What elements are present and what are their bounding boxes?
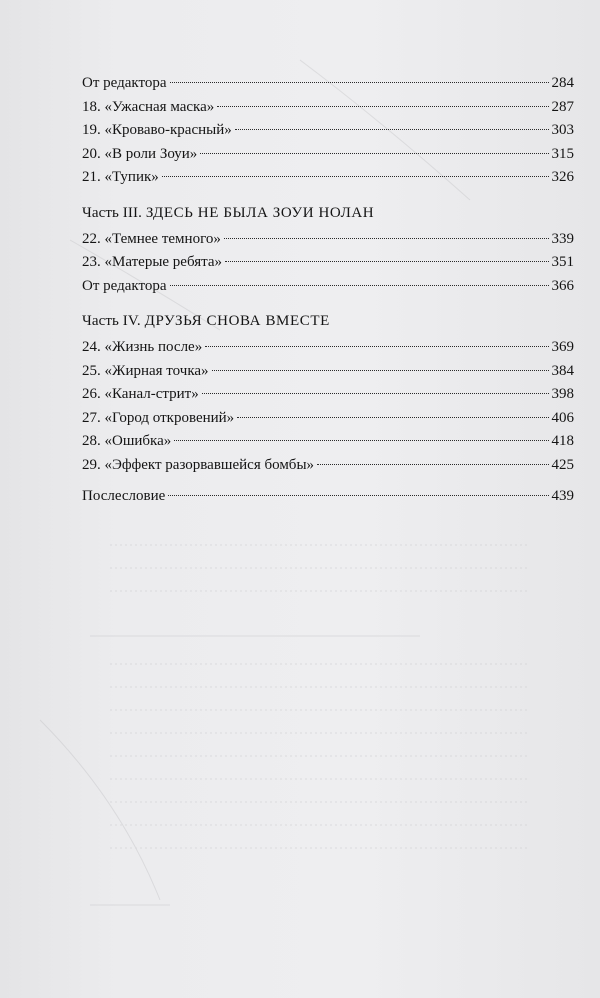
dot-leader — [168, 495, 548, 496]
dot-leader — [217, 106, 548, 107]
toc-entry-title: 28. «Ошибка» — [82, 433, 172, 449]
part-heading — [82, 202, 574, 224]
toc-entry — [82, 383, 574, 407]
toc-entry — [82, 251, 574, 275]
part-name: ЗДЕСЬ НЕ БЫЛА ЗОУИ НОЛАН — [145, 204, 375, 221]
toc-entry-title: 29. «Эффект разорвавшейся бомбы» — [82, 456, 315, 473]
toc-entry-title: 23. «Матерые ребята» — [82, 254, 223, 270]
part-label: Часть IV. — [82, 313, 141, 329]
dot-leader — [174, 440, 548, 441]
part-heading — [82, 310, 574, 332]
toc-entry — [82, 228, 574, 252]
toc-entry — [82, 407, 574, 431]
dot-leader — [202, 393, 549, 394]
toc-entry — [82, 430, 574, 454]
part-label: Часть III. — [82, 204, 142, 221]
toc-entry-afterword — [82, 485, 574, 509]
dot-leader — [200, 153, 548, 154]
toc-entry-page: 366 — [551, 277, 574, 294]
toc-entry-page: 287 — [551, 98, 574, 115]
toc-entry-page: 303 — [551, 122, 574, 138]
toc-entry-title: 21. «Тупик» — [82, 169, 159, 185]
toc-entry-page: 425 — [551, 456, 574, 473]
dot-leader — [317, 464, 548, 465]
toc-entry — [82, 360, 574, 384]
toc-entry-title: 18. «Ужасная маска» — [82, 98, 215, 115]
toc-entry-page: 369 — [551, 339, 574, 355]
toc-entry-title: 19. «Кроваво-красный» — [82, 122, 232, 138]
toc-entry-title: 25. «Жирная точка» — [82, 362, 209, 379]
toc-entry-page: 398 — [551, 386, 574, 402]
toc-entry-title: 20. «В роли Зоуи» — [82, 145, 198, 162]
toc-entry — [82, 336, 574, 360]
dot-leader — [212, 370, 549, 371]
toc-entry-title: 24. «Жизнь после» — [82, 339, 203, 355]
toc-entry-page: 339 — [551, 230, 574, 247]
toc-entry-page: 418 — [551, 433, 574, 449]
toc-entry — [82, 166, 574, 190]
dot-leader — [237, 417, 548, 418]
toc-entry-title: Послесловие — [82, 488, 166, 504]
toc-entry — [82, 119, 574, 143]
toc-entry-title: От редактора — [82, 277, 167, 294]
table-of-contents — [82, 72, 574, 509]
toc-entry-page: 326 — [551, 169, 574, 185]
dot-leader — [225, 261, 548, 262]
toc-entry-page: 351 — [551, 254, 574, 270]
toc-entry — [82, 72, 574, 96]
toc-entry-page: 439 — [551, 488, 574, 504]
dot-leader — [224, 238, 549, 239]
dot-leader — [162, 176, 549, 177]
toc-entry — [82, 275, 574, 299]
toc-entry-title: 27. «Город откровений» — [82, 409, 235, 426]
toc-entry — [82, 143, 574, 167]
dot-leader — [170, 82, 549, 83]
part-name: ДРУЗЬЯ СНОВА ВМЕСТЕ — [144, 313, 330, 329]
dot-leader — [205, 346, 548, 347]
toc-entry-page: 284 — [551, 75, 574, 91]
dot-leader — [170, 285, 549, 286]
toc-entry — [82, 454, 574, 478]
toc-entry-page: 315 — [551, 145, 574, 162]
toc-entry-page: 406 — [551, 409, 574, 426]
dot-leader — [235, 129, 549, 130]
toc-entry-title: От редактора — [82, 75, 167, 91]
toc-entry-title: 26. «Канал-стрит» — [82, 386, 199, 402]
toc-entry-title: 22. «Темнее темного» — [82, 230, 221, 247]
toc-entry-page: 384 — [551, 362, 574, 379]
toc-entry — [82, 96, 574, 120]
